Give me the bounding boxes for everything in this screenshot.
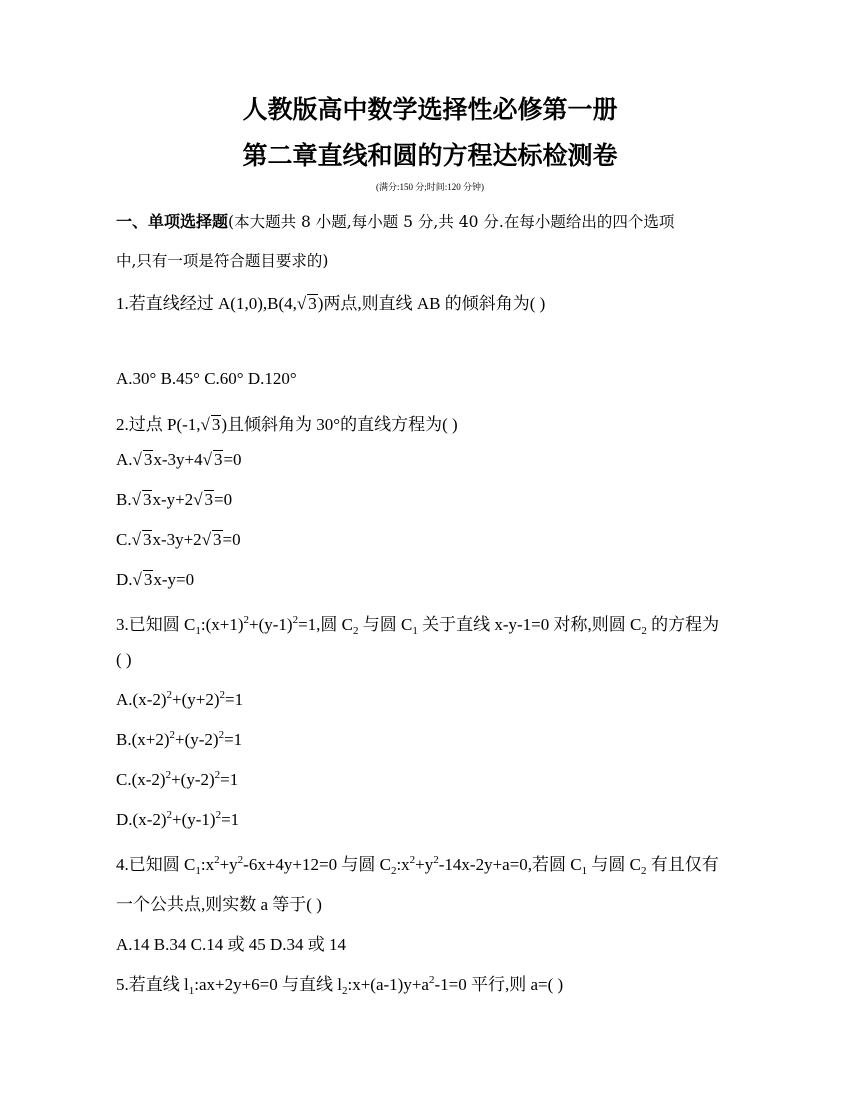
question-1-stem: 1.若直线经过 A(1,0),B(4,√ 3)两点,则直线 AB 的倾斜角为( ) [116, 294, 546, 313]
sqrt-radicand: 3 [211, 415, 221, 434]
question-3-option-c: $C.(x-2)^2+(y-2)^2=1$ [116, 769, 239, 789]
question-2-option-a: A.√ 3x-3y+4√ 3=0 [116, 450, 242, 469]
question-2-option-b: B.√ 3x-y+2√ 3=0 [116, 490, 233, 509]
question-4-stem: 4.已知圆 $C_1:x^2+y^2-6x+4y+12=0$ 与圆 $C_2:x^2+y^2-14x-2y+a=0$,若圆 $C_1$ 与圆 $C_2$ 有且仅有 [116, 854, 719, 877]
question-5-stem: 5.若直线 $l_1:ax+2y+6=0$ 与直线 $l_2:x+(a-1)y+a^2-1=0$ 平行,则 a=( ) [116, 974, 564, 997]
question-3-option-b: $B.(x+2)^2+(y-2)^2=1$ [116, 729, 243, 749]
sqrt-radicand: 3 [308, 294, 317, 313]
question-3-stem: 3.已知圆 $C_1:(x+1)^2+(y-1)^2=1$,圆 $C_2$ 与圆 $C_1$ 关于直线 x-y-1=0 对称,则圆 $C_2$ 的方程为 [116, 614, 720, 637]
question-2-option-d: D.√ 3x-y=0 [116, 570, 195, 589]
section-header [116, 209, 674, 232]
document-title: 人教版高中数学选择性必修第一册 [242, 95, 618, 124]
section-description-cont: 中,只有一项是符合题目要求的) [116, 252, 329, 270]
question-4-options: A.14 B.34 C.14 或 45 D.34 或 14 [116, 935, 346, 954]
question-1-options: A.30° B.45° C.60° D.120° [116, 369, 297, 388]
question-3-option-a: $A.(x-2)^2+(y+2)^2=1$ [116, 689, 244, 709]
section-heading: 一、单项选择题 [116, 212, 229, 231]
question-2-stem: 2.过点 P(-1,√ 3)且倾斜角为 30°的直线方程为( ) [116, 415, 458, 434]
question-4-stem-cont: 一个公共点,则实数 a 等于( ) [116, 895, 322, 914]
exam-info: (满分:150 分;时间:120 分钟) [376, 182, 484, 192]
document-subtitle: 第二章直线和圆的方程达标检测卷 [242, 141, 618, 170]
question-2-option-c: C.√ 3x-3y+2√ 3=0 [116, 530, 241, 549]
question-3-blank: ( ) [116, 650, 132, 669]
question-3-option-d: $D.(x-2)^2+(y-1)^2=1$ [116, 809, 240, 829]
section-description: (本大题共 8 小题,每小题 5 分,共 40 分.在每小题给出的四个选项 [228, 213, 675, 231]
